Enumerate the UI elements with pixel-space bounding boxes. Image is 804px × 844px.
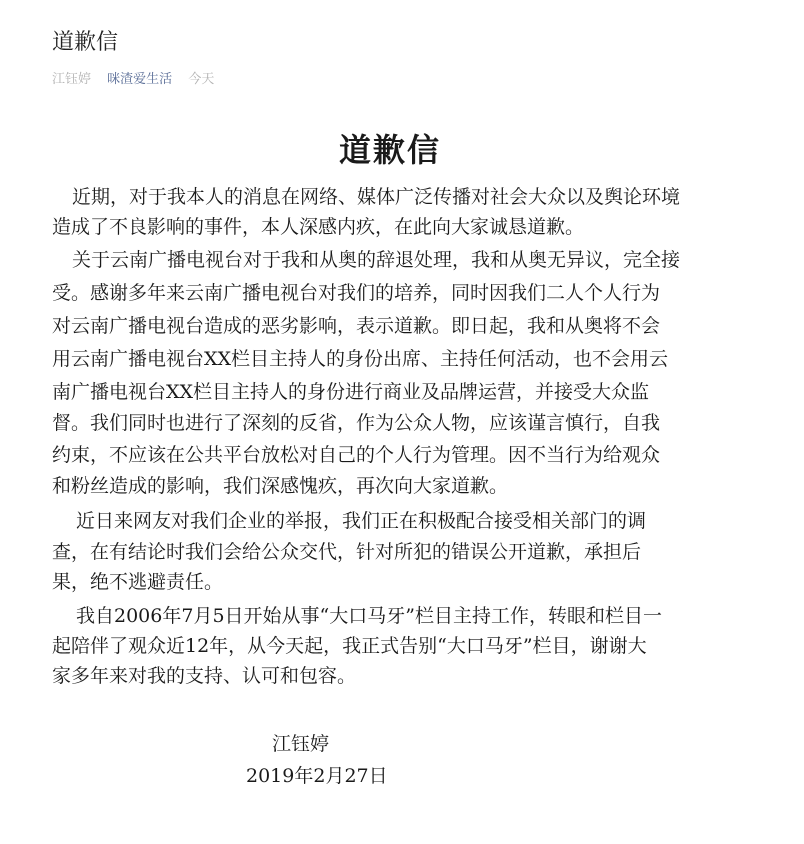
- letter-line: 家多年来对我的支持、认可和包容。: [52, 665, 357, 687]
- letter-line: 受。感谢多年来云南广播电视台对我们的培养，同时因我们二人个人行为: [52, 282, 661, 304]
- letter-line: 督。我们同时也进行了深刻的反省，作为公众人物，应该谨言慎行，自我: [52, 412, 661, 434]
- signature-name: 江钰婷: [272, 733, 330, 755]
- author-name: 江钰婷: [52, 72, 92, 87]
- letter-line: 近期，对于我本人的消息在网络、媒体广泛传播对社会大众以及舆论环境: [72, 186, 681, 208]
- publish-date: 今天: [188, 72, 215, 87]
- article-title: 道歉信: [52, 30, 119, 55]
- letter-line: 我自2006年7月5日开始从事“大口马牙”栏目主持工作，转眼和栏目一: [76, 605, 662, 627]
- letter-line: 起陪伴了观众近12年，从今天起，我正式告别“大口马牙”栏目，谢谢大: [52, 635, 647, 657]
- article-meta: [52, 70, 214, 90]
- letter-line: 果，绝不逃避责任。: [52, 571, 224, 593]
- signature-date: 2019年2月27日: [246, 765, 388, 787]
- letter-line: 查，在有结论时我们会给公众交代，针对所犯的错误公开道歉，承担后: [52, 541, 642, 563]
- letter-line: 和粉丝造成的影响，我们深感愧疚，再次向大家道歉。: [52, 475, 509, 497]
- letter-line: 用云南广播电视台XX栏目主持人的身份出席、主持任何活动，也不会用云: [52, 348, 669, 370]
- letter-line: 关于云南广播电视台对于我和从奥的辞退处理，我和从奥无异议，完全接: [72, 249, 681, 271]
- letter-heading: 道歉信: [338, 131, 441, 169]
- letter-line: 约束，不应该在公共平台放松对自己的个人行为管理。因不当行为给观众: [52, 444, 661, 466]
- letter-line: 近日来网友对我们企业的举报，我们正在积极配合接受相关部门的调: [76, 510, 647, 532]
- letter-line: 对云南广播电视台造成的恶劣影响，表示道歉。即日起，我和从奥将不会: [52, 315, 661, 337]
- account-link[interactable]: 咪渣爱生活: [107, 72, 173, 87]
- letter-line: 南广播电视台XX栏目主持人的身份进行商业及品牌运营，并接受大众监: [52, 381, 650, 403]
- letter-line: 造成了不良影响的事件，本人深感内疚，在此向大家诚恳道歉。: [52, 216, 585, 238]
